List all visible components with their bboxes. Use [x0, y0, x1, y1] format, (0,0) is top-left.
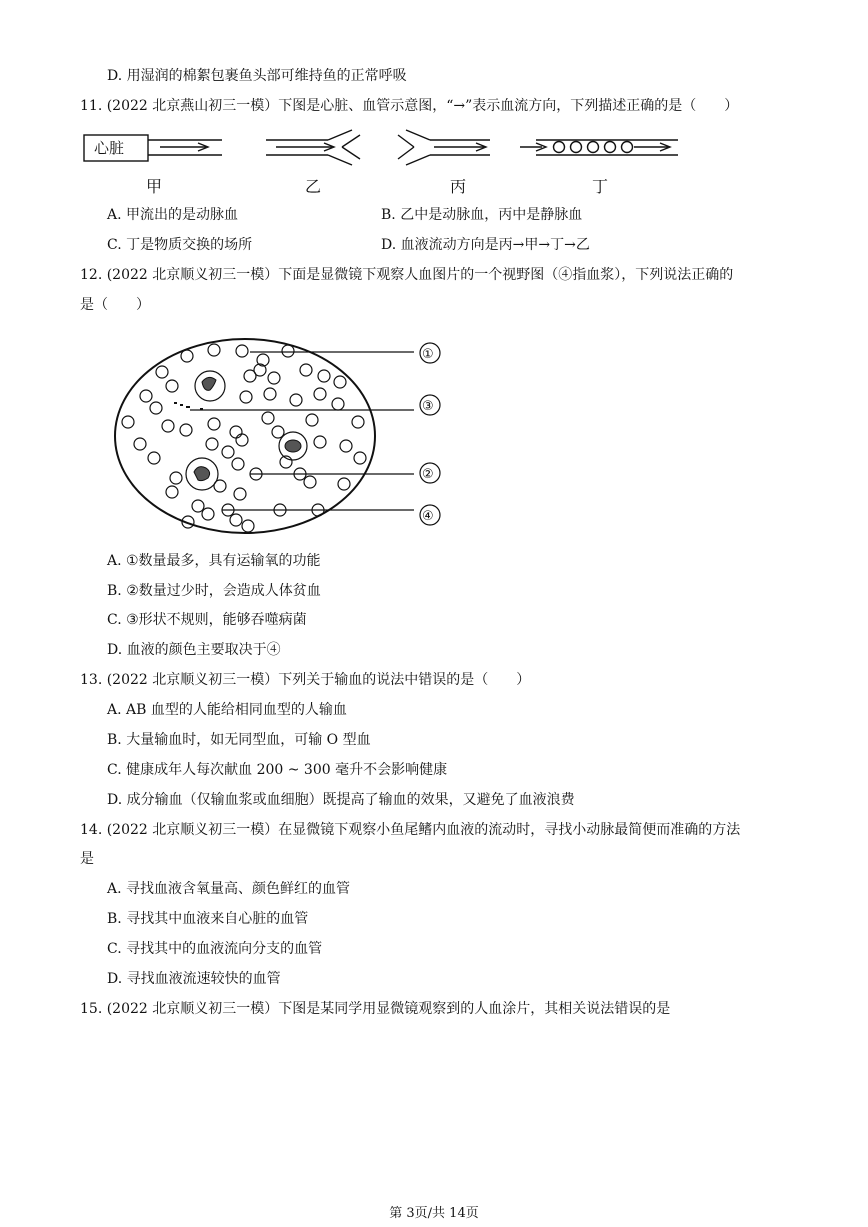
q10-option-d: D. 用湿润的棉絮包裹鱼头部可维持鱼的正常呼吸 — [107, 68, 407, 84]
q13-option-b: B. 大量输血时，如无同型血，可输 O 型血 — [107, 732, 371, 748]
q12-stem-line2: 是（ ） — [80, 297, 150, 313]
q14-option-b: B. 寻找其中血液来自心脏的血管 — [107, 911, 309, 927]
q12-label-2: ② — [422, 467, 434, 482]
q15-stem: 15. (2022 北京顺义初三一模）下图是某同学用显微镜观察到的人血涂片，其相关说法错误的是 — [80, 1001, 671, 1017]
q11-option-d: D. 血液流动方向是丙→甲→丁→乙 — [381, 237, 590, 253]
q11-heart-label: 心脏 — [94, 139, 125, 157]
q12-option-c: C. ③形状不规则，能够吞噬病菌 — [107, 612, 307, 628]
q14-stem-line2: 是 — [80, 851, 94, 867]
q12-label-4: ④ — [422, 509, 434, 524]
q12-option-b: B. ②数量过少时，会造成人体贫血 — [107, 583, 321, 599]
q12-label-1: ① — [422, 347, 434, 362]
q13-option-a: A. AB 血型的人能给相同血型的人输血 — [107, 702, 347, 718]
q11-label-bing: 丙 — [450, 177, 467, 196]
q13-stem: 13. (2022 北京顺义初三一模）下列关于输血的说法中错误的是（ ） — [80, 672, 531, 688]
q13-option-c: C. 健康成年人每次献血 200 ~ 300 毫升不会影响健康 — [107, 762, 448, 778]
q12-option-d: D. 血液的颜色主要取决于④ — [107, 642, 281, 658]
q11-option-c: C. 丁是物质交换的场所 — [107, 237, 253, 253]
q12-label-3: ③ — [422, 399, 434, 414]
q12-option-a: A. ①数量最多，具有运输氧的功能 — [107, 553, 321, 569]
q11-label-jia: 甲 — [146, 177, 163, 196]
q14-option-d: D. 寻找血液流速较快的血管 — [107, 971, 281, 987]
q14-option-c: C. 寻找其中的血液流向分支的血管 — [107, 941, 323, 957]
q11-option-b: B. 乙中是动脉血，丙中是静脉血 — [381, 207, 583, 223]
q11-label-yi: 乙 — [305, 177, 322, 196]
q11-option-a: A. 甲流出的是动脉血 — [107, 207, 239, 223]
q11-figure — [80, 126, 690, 200]
page-footer: 第 3页/共 14页 — [389, 1206, 479, 1221]
q11-label-ding: 丁 — [592, 177, 609, 196]
q13-option-d: D. 成分输血（仅输血浆或血细胞）既提高了输血的效果，又避免了血液浪费 — [107, 792, 575, 808]
q11-stem: 11. (2022 北京燕山初三一模）下图是心脏、血管示意图，“→”表示血流方向，下列描述正确的是（ ） — [80, 98, 739, 114]
q14-stem-line1: 14. (2022 北京顺义初三一模）在显微镜下观察小鱼尾鳍内血液的流动时，寻找小动脉最简便而准确的方法 — [80, 822, 741, 838]
q12-stem-line1: 12. (2022 北京顺义初三一模）下面是显微镜下观察人血图片的一个视野图（④指血浆），下列说法正确的 — [80, 267, 734, 283]
q12-blood-figure — [110, 334, 450, 546]
q14-option-a: A. 寻找血液含氧量高、颜色鲜红的血管 — [107, 881, 351, 897]
